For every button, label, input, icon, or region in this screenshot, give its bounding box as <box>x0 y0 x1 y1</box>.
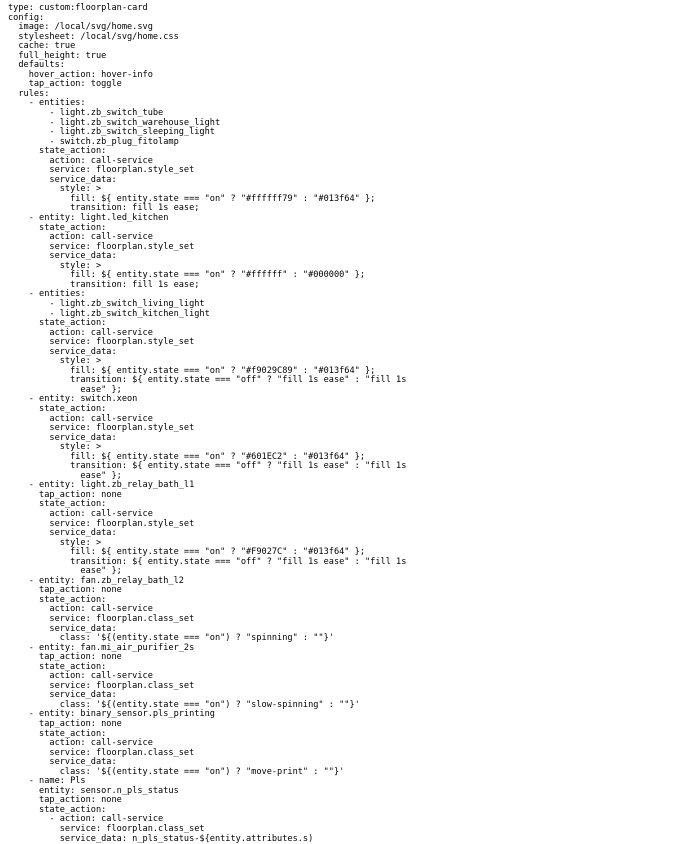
yaml-line: action: call-service <box>8 508 153 519</box>
yaml-line: state_action: <box>8 728 107 739</box>
yaml-line: - action: call-service <box>8 814 164 825</box>
yaml-line: - light.zb_switch_kitchen_light <box>8 308 210 319</box>
yaml-line: state_action: <box>8 146 107 157</box>
yaml-line: fill: ${ entity.state === "on" ? "#ffffff" : "#000000" }; <box>8 270 365 281</box>
yaml-line: transition: ${ entity.state === "off" ? "fill 1s ease" : "fill 1s <box>8 461 407 472</box>
yaml-line: service_data: n_pls_status-${entity.attributes.s) <box>8 833 314 844</box>
yaml-line: full_height: true <box>8 50 107 61</box>
yaml-line: ease" }; <box>8 470 122 481</box>
yaml-line: type: custom:floorplan-card <box>8 3 148 13</box>
yaml-line: style: > <box>8 260 102 271</box>
yaml-line: service: floorplan.class_set <box>8 680 195 691</box>
yaml-line: action: call-service <box>8 413 153 424</box>
yaml-line: action: call-service <box>8 738 153 749</box>
yaml-line: style: > <box>8 537 102 548</box>
yaml-line: action: call-service <box>8 327 153 338</box>
yaml-line: service: floorplan.style_set <box>8 518 195 529</box>
yaml-line: tap_action: none <box>8 489 122 500</box>
yaml-line: state_action: <box>8 403 107 414</box>
yaml-line: service: floorplan.style_set <box>8 165 195 176</box>
yaml-line: class: '${(entity.state === "on") ? "spinning" : ""}' <box>8 633 334 644</box>
yaml-line: service: floorplan.style_set <box>8 423 195 434</box>
yaml-line: - entity: fan.zb_relay_bath_l2 <box>8 575 184 586</box>
yaml-line: service: floorplan.class_set <box>8 824 205 835</box>
yaml-line: style: > <box>8 442 102 453</box>
yaml-line: - light.zb_switch_tube <box>8 108 164 119</box>
yaml-line: tap_action: toggle <box>8 79 122 90</box>
yaml-line: class: '${(entity.state === "on") ? "slow-spinning" : ""}' <box>8 699 360 710</box>
yaml-line: - switch.zb_plug_fitolamp <box>8 136 179 147</box>
yaml-line: service_data: <box>8 174 117 185</box>
yaml-line: transition: ${ entity.state === "off" ? "fill 1s ease" : "fill 1s <box>8 556 407 567</box>
yaml-line: action: call-service <box>8 155 153 166</box>
yaml-line: tap_action: none <box>8 585 122 596</box>
yaml-line: fill: ${ entity.state === "on" ? "#f9029C89" : "#013f64" }; <box>8 365 376 376</box>
yaml-line: - entities: <box>8 98 86 109</box>
yaml-line: service: floorplan.style_set <box>8 337 195 348</box>
yaml-line: tap_action: none <box>8 652 122 663</box>
yaml-line: service: floorplan.style_set <box>8 241 195 252</box>
yaml-line: config: <box>8 12 45 23</box>
yaml-line: service_data: <box>8 346 117 357</box>
yaml-line: state_action: <box>8 499 107 510</box>
yaml-line: - name: Pls <box>8 776 86 787</box>
yaml-line: service_data: <box>8 432 117 443</box>
yaml-line: transition: fill 1s ease; <box>8 203 200 214</box>
yaml-line: - entity: light.zb_relay_bath_l1 <box>8 480 195 491</box>
yaml-line: service_data: <box>8 528 117 539</box>
yaml-line: state_action: <box>8 318 107 329</box>
yaml-line: stylesheet: /local/svg/home.css <box>8 31 179 42</box>
yaml-line: service: floorplan.class_set <box>8 747 195 758</box>
yaml-line: entity: sensor.n_pls_status <box>8 785 179 796</box>
yaml-line: - light.zb_switch_warehouse_light <box>8 117 221 128</box>
yaml-line: fill: ${ entity.state === "on" ? "#601EC2" : "#013f64" }; <box>8 451 365 462</box>
yaml-line: style: > <box>8 184 102 195</box>
yaml-line: - entity: light.led_kitchen <box>8 213 169 224</box>
yaml-line: service: floorplan.class_set <box>8 614 195 624</box>
yaml-line: cache: true <box>8 41 76 52</box>
yaml-line: state_action: <box>8 222 107 233</box>
yaml-line: state_action: <box>8 661 107 672</box>
yaml-line: transition: fill 1s ease; <box>8 279 200 290</box>
yaml-line: ease" }; <box>8 384 122 395</box>
yaml-line: - light.zb_switch_sleeping_light <box>8 127 215 138</box>
yaml-line: - entity: fan.mi_air_purifier_2s <box>8 642 195 653</box>
yaml-line: service_data: <box>8 251 117 262</box>
yaml-line: - light.zb_switch_living_light <box>8 298 205 309</box>
yaml-line: action: call-service <box>8 671 153 682</box>
yaml-line: action: call-service <box>8 604 153 615</box>
yaml-line: class: '${(entity.state === "on") ? "move-print" : ""}' <box>8 766 345 777</box>
yaml-line: - entity: switch.xeon <box>8 394 138 405</box>
yaml-line: defaults: <box>8 60 65 71</box>
yaml-line: tap_action: none <box>8 795 122 806</box>
yaml-line: action: call-service <box>8 232 153 243</box>
yaml-line: hover_action: hover-info <box>8 69 153 80</box>
yaml-line: tap_action: none <box>8 719 122 730</box>
yaml-line: state_action: <box>8 594 107 605</box>
yaml-line: rules: <box>8 88 50 99</box>
yaml-line: service_data: <box>8 757 117 768</box>
yaml-line: state_action: <box>8 804 107 815</box>
yaml-line: service_data: <box>8 690 117 701</box>
yaml-line: transition: ${ entity.state === "off" ? "fill 1s ease" : "fill 1s <box>8 375 407 386</box>
yaml-line: - entity: binary_sensor.pls_printing <box>8 709 215 720</box>
yaml-line: style: > <box>8 356 102 367</box>
yaml-line: service_data: <box>8 623 117 634</box>
yaml-line: fill: ${ entity.state === "on" ? "#ffffff79" : "#013f64" }; <box>8 193 376 204</box>
yaml-line: - entities: <box>8 289 86 300</box>
yaml-line: ease" }; <box>8 566 122 577</box>
yaml-line: fill: ${ entity.state === "on" ? "#F9027C" : "#013f64" }; <box>8 547 365 558</box>
yaml-line: image: /local/svg/home.svg <box>8 22 153 33</box>
